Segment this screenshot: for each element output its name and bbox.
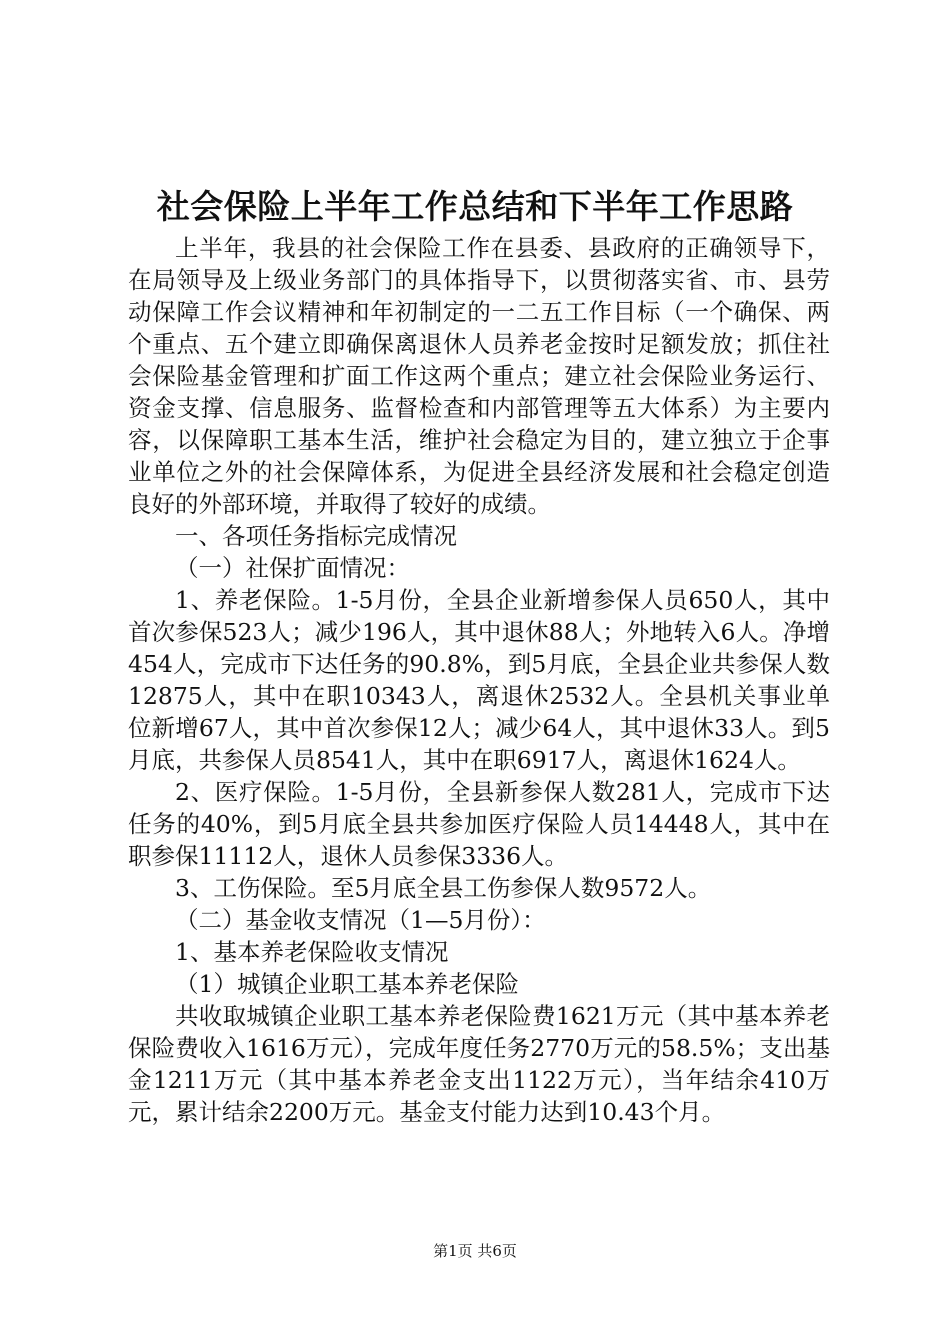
document-title: 社会保险上半年工作总结和下半年工作思路 [156,187,794,226]
injury-insurance-paragraph: 3、工伤保险。至5月底全县工伤参保人数9572人。 [175,874,712,902]
page-footer: 第1页 共6页 [433,1242,517,1260]
section-heading: 一、各项任务指标完成情况 [175,522,457,550]
sub-item-heading: （1）城镇企业职工基本养老保险 [175,970,519,998]
intro-paragraph: 上半年，我县的社会保险工作在县委、县政府的正确领导下，在局领导及上级业务部门的具体指导下，以贯彻落实省、市、县劳动保障工作会议精神和年初制定的一二五工作目标（一个确保、两个重点、五个建立即确保离退休人员养老金按时足额发放；抓住社会保险基金管理和扩面工作这两个重点；建立社会保险业务运行、资金支撑、信息服务、监督检查和内部管理等五大体系）为主要内容，以保障职工基本生活，维护社会稳定为目的，建立独立于企事业单位之外的社会保障体系，为促进全县经济发展和社会稳定创造良好的外部环境，并取得了较好的成绩。 [128,234,830,518]
subsection-heading: （二）基金收支情况（1—5月份）： [175,906,546,934]
fund-paragraph: 共收取城镇企业职工基本养老保险费1621万元（其中基本养老保险费收入1616万元），完成年度任务2770万元的58.5%；支出基金1211万元（其中基本养老金支出1122万元），当年结余410万元，累计结余2200万元。基金支付能力达到10.43个月。 [128,1002,830,1126]
subsection-heading: （一）社保扩面情况： [175,554,410,582]
medical-insurance-paragraph: 2、医疗保险。1-5月份，全县新参保人数281人，完成市下达任务的40%，到5月底全县共参加医疗保险人员14448人，其中在职参保11112人，退休人员参保3336人。 [128,778,830,870]
pension-insurance-paragraph: 1、养老保险。1-5月份，全县企业新增参保人员650人，其中首次参保523人；减少196人，其中退休88人；外地转入6人。净增454人，完成市下达任务的90.8%，到5月底，全县企业共参保人数12875人，其中在职10343人，离退休2532人。全县机关事业单位新增67人，其中首次参保12人；减少64人，其中退休33人。到5月底，共参保人员8541人，其中在职6917人，离退休1624人。 [128,586,830,774]
document-body [128,232,830,1128]
item-heading: 1、基本养老保险收支情况 [175,938,449,966]
